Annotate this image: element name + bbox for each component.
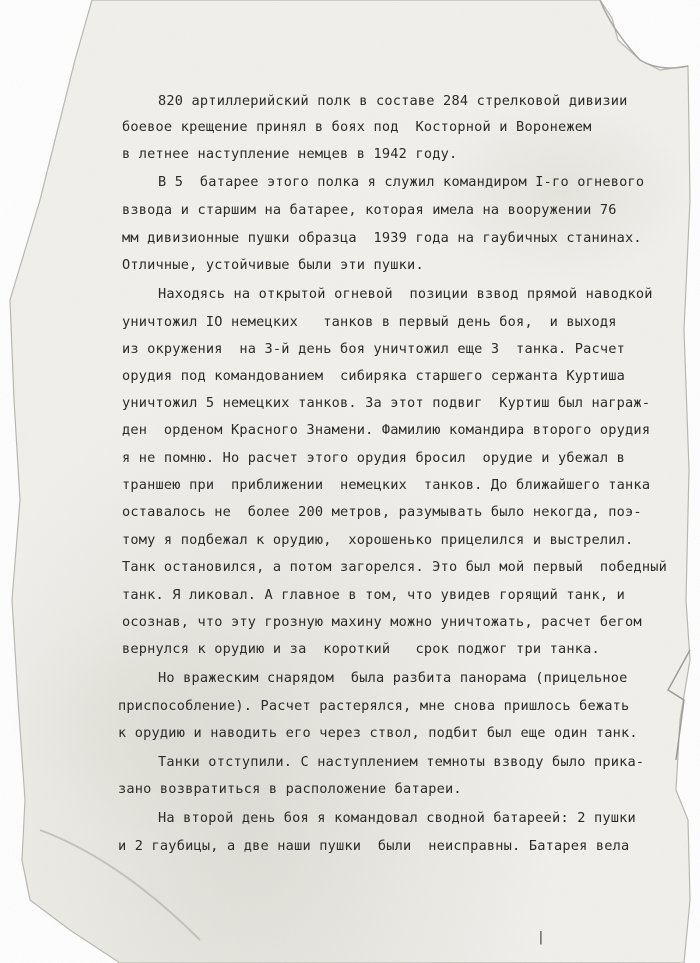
page-end-mark: |	[537, 930, 545, 945]
text-line: из окружения на 3-й день боя уничтожил еще 3 танка. Расчет	[122, 341, 626, 357]
text-line: Отличные, устойчивые были эти пушки.	[122, 257, 424, 273]
text-line: боевое крещение принял в боях под Косторной и Воронежем	[122, 119, 592, 135]
text-line: орудия под командованием сибиряка старшего сержанта Куртиша	[122, 368, 626, 384]
text-line: я не помню. Но расчет этого орудия бросил орудие и убежал в	[122, 450, 626, 466]
text-line: уничтожил 5 немецких танков. За этот подвиг Куртиш был награж-	[122, 395, 651, 411]
text-line: танк. Я ликовал. А главное в том, что увидев горящий танк, и	[122, 587, 626, 603]
text-line: ден орденом Красного Знамени. Фамилию командира второго орудия	[122, 422, 651, 438]
text-line: оставалось не более 200 метров, разумывать было некогда, поэ-	[122, 504, 642, 520]
text-line: взвода и старшим на батарее, которая имела на вооружении 76	[122, 202, 617, 218]
text-line: Находясь на открытой огневой позиции взвод прямой наводкой	[158, 286, 653, 302]
text-line: осознав, что эту грозную махину можно уничтожать, расчет бегом	[122, 614, 642, 630]
text-line: 820 артиллерийский полк в составе 284 стрелковой дивизии	[158, 93, 628, 109]
text-line: На второй день боя я командовал сводной батареей: 2 пушки	[158, 810, 636, 826]
text-line: траншею при приближении немецких танков. До ближайшего танка	[122, 477, 651, 493]
text-line: вернулся к орудию и за короткий срок поджог три танка.	[122, 641, 600, 657]
text-line: В 5 батарее этого полка я служил командиром I-го огневого	[158, 174, 645, 190]
text-line: тому я подбежал к орудию, хорошенько прицелился и выстрелил.	[122, 532, 634, 548]
text-line: уничтожил IO немецких танков в первый день боя, и выходя	[122, 314, 617, 330]
text-line: и 2 гаубицы, а две наши пушки были неисправны. Батарея вела	[118, 838, 630, 854]
text-line: в летнее наступление немцев в 1942 году.	[122, 146, 458, 162]
text-line: Танки отступили. С наступлением темноты взводу было прика-	[158, 754, 645, 770]
text-line: приспособление). Расчет растерялся, мне снова пришлось бежать	[118, 698, 630, 714]
text-line: Танк остановился, а потом загорелся. Это был мой первый победный	[122, 559, 667, 575]
text-line: мм дивизионные пушки образца 1939 года на гаубичных станинах.	[122, 230, 642, 246]
text-line: зано возвратиться в расположение батареи.	[118, 781, 462, 797]
text-line: к орудию и наводить его через ствол, подбит был еще один танк.	[118, 725, 638, 741]
text-line: Но вражеским снарядом была разбита панорама (прицельное	[158, 670, 628, 686]
